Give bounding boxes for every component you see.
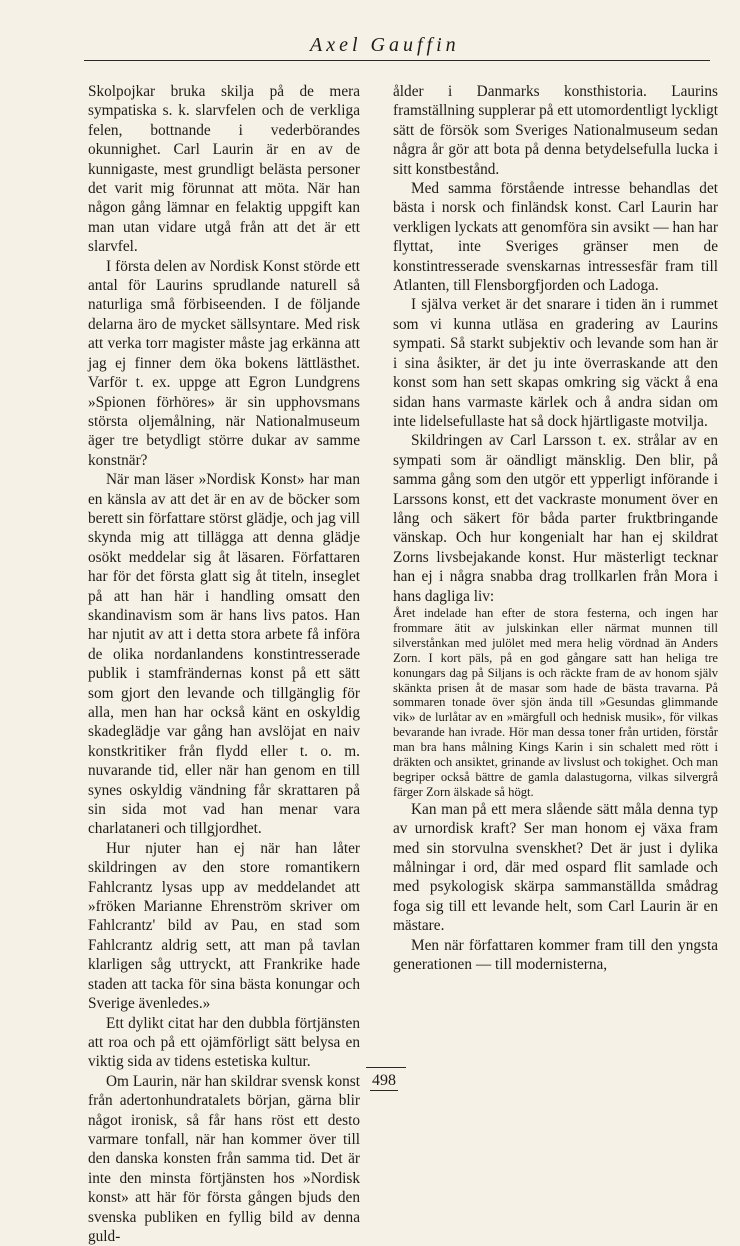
paragraph: Om Laurin, när han skildrar svensk konst från adertonhundratalets början, gärna blir något ironisk, så får hans röst ett desto varmare tonfall, när han kommer över till den danska konsten från samma tid. Det är inte den minsta förtjänsten hos »Nordisk konst» att här för första gången bjuds den svenska publiken en fyllig bild av denna guld- (88, 1072, 360, 1245)
paragraph: Skolpojkar bruka skilja på de mera sympatiska s. k. slarvfelen och de verkliga felen, bottnande i vederbörandes okunnighet. Carl Laurin är en av de kunnigaste, mest grundligt belästa personer det varit mig förunnat att möta. När han någon gång lämnar en felaktig uppgift kan man utan vidare utgå från att det är ett slarvfel. (88, 83, 360, 256)
paragraph: Men när författaren kommer fram till den yngsta generationen — till modernisterna, (393, 936, 718, 973)
running-title: Axel Gauffin (310, 34, 460, 56)
block-quote: Året indelade han efter de stora festerna, och ingen har frommare ätit av julskinkan eller närmat munnen till silverstånkan med julölet med mera helig vördnad än Anders Zorn. I kort päls, på en god gångare satt han heliga tre konungars dag på Siljans is och räckte fram de av honom själv skänkta prisen åt de masar som hade de bästa travarna. På sommaren tonade över sjön ända till »Gesundas glimmande vik» de lurlåtar av en »märgfull och hednisk musik», för vilkas bevarande han ivrade. Hör man dessa toner från urtiden, förstår man bra hans målning Kings Karin i sin schalett med rött i dräkten och ansiktet, grinande av livslust och tokighet. Och man begriper också bättre de gamla dalastugorna, vilkas silvergrå färger Zorn älskade så högt. (393, 605, 718, 799)
paragraph: Ett dylikt citat har den dubbla förtjänsten att roa och på ett ojämförligt sätt belysa en viktig sida av tidens estetiska kultur. (88, 1014, 360, 1071)
paragraph: Med samma förstående intresse behandlas det bästa i norsk och finländsk konst. Carl Laurin har verkligen lyckats att genomföra sin avsikt — han har flyttat, inte Sveriges gränser men de konstintresserade svenskarnas intressesfär fram till Atlanten, till Flensborgfjorden och Ladoga. (393, 180, 718, 295)
paragraph: I själva verket är det snarare i tiden än i rummet som vi kunna utläsa en gradering av Laurins sympati. Så starkt subjektiv och levande som han är i sina åsikter, är det ju inte överraskande att den konst som han sett skapas omkring sig väckt å ena sidan hans varmaste kärlek och å andra sidan om inte lidelsefullaste hat så dock hjärtligaste motvilja. (393, 296, 718, 430)
paragraph: När man läser »Nordisk Konst» har man en känsla av att det är en av de böcker som berett sin författare störst glädje, och jag vill skynda mig att tillägga att denna glädje osökt meddelar sig åt läsaren. Författaren har för det första glatt sig åt titeln, inseglet på att han här i handling omsatt den skandinavism som är hans livs patos. Han har njutit av att i detta stora arbete få införa de olika nordanlandens konstintresserade publik i stamfrändernas konst på ett sätt som gjort den levande och tillgänglig för alla, men han har också känt en oskyldig skadeglädje var gång han avslöjat en naiv konstkritiker från flydd eller t. o. m. nuvarande tid, eller när han genom en till synes oskyldig vändning får skrattaren på sin sida mot vad han menar vara charlataneri och tillgjordhet. (88, 471, 360, 838)
paragraph: I första delen av Nordisk Konst störde ett antal för Laurins sprudlande naturell så naturliga små förbiseenden. I de följande delarna äro de mycket sällsyntare. Med risk att verka torr magister måste jag erkänna att jag ej finner dem öka bokens lättlästhet. Varför t. ex. uppge att Egron Lundgrens »Spionen förhöres» är sin upphovsmans största oljemålning, när Nationalmuseum äger tre betydligt större dukar av samme konstnär? (88, 257, 360, 469)
paragraph: ålder i Danmarks konsthistoria. Laurins framställning supplerar på ett utomordentligt lyckligt sätt de försök som Sveriges Nationalmuseum sedan några år gör att bota på denna betydelsefulla lucka i sitt konstbestånd. (393, 83, 718, 178)
right-column (393, 82, 718, 974)
page-number: 498 (372, 1072, 396, 1089)
paragraph: Kan man på ett mera slående sätt måla denna typ av urnordisk kraft? Ser man honom ej växa fram med sin storvulna svenskhet? Det är just i dylika målningar i ord, där med ospard flit samlade och med psykologisk skärpa sammanställda smådrag foga sig till ett levande helt, som Carl Laurin är en mästare. (393, 800, 718, 935)
left-column (88, 82, 360, 1246)
paragraph: Skildringen av Carl Larsson t. ex. strålar av en sympati som är oändligt mänsklig. Den blir, på samma gång som den utgör ett ypperligt införande i Larssons konst, ett det vackraste monument över en lång och säkert för båda parter fruktbringande vänskap. Och hur kongenialt har han ej skildrat Zorns livsbejakande konst. Hur mästerligt tecknar han ej i några snabba drag trollkarlen från Mora i hans dagliga liv: (393, 432, 718, 605)
header-rule (84, 60, 710, 61)
page-number-rule (366, 1067, 406, 1068)
paragraph: Hur njuter han ej när han låter skildringen av den store romantikern Fahlcrantz lysas upp av meddelandet att »fröken Marianne Ehrenström skriver om Fahlcrantz' bild av Pau, en stad som Fahlcrantz aldrig sett, att man på tavlan klarligen såg uttryckt, att Frankrike hade staden att tacka för sina bästa konungar och Sverige ävenledes.» (88, 839, 360, 1013)
